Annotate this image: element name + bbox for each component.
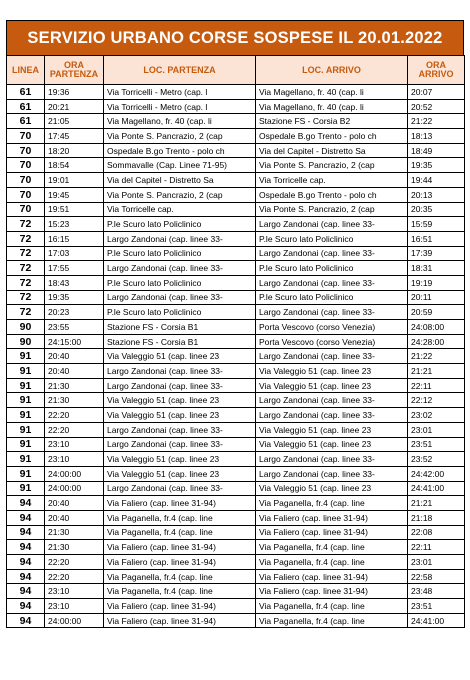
table-row	[7, 510, 465, 525]
table-row	[7, 437, 465, 452]
arrival-time-cell: 23:51	[408, 437, 465, 452]
arrival-time-cell: 20:59	[408, 305, 465, 320]
table-row	[7, 99, 465, 114]
arrival-time-cell: 22:11	[408, 378, 465, 393]
departure-time-cell: 24:00:00	[45, 481, 104, 496]
departure-location-cell: Via Valeggio 51 (cap. linee 23	[104, 349, 256, 364]
linea-cell: 91	[7, 378, 45, 393]
table-row	[7, 261, 465, 276]
arrival-location-cell: Porta Vescovo (corso Venezia)	[256, 320, 408, 335]
arrival-location-cell: Via Paganella, fr.4 (cap. line	[256, 496, 408, 511]
linea-cell: 72	[7, 261, 45, 276]
header-linea: LINEA	[7, 56, 45, 85]
departure-location-cell: P.le Scuro lato Policlinico	[104, 246, 256, 261]
linea-cell: 72	[7, 275, 45, 290]
departure-time-cell: 20:23	[45, 305, 104, 320]
linea-cell: 70	[7, 173, 45, 188]
arrival-time-cell: 20:13	[408, 187, 465, 202]
departure-location-cell: Via del Capitel - Distretto Sa	[104, 173, 256, 188]
arrival-time-cell: 23:51	[408, 599, 465, 614]
arrival-location-cell: Via Magellano, fr. 40 (cap. li	[256, 99, 408, 114]
departure-time-cell: 20:40	[45, 496, 104, 511]
departure-location-cell: Sommavalle (Cap. Linee 71-95)	[104, 158, 256, 173]
departure-location-cell: Stazione FS - Corsia B1	[104, 320, 256, 335]
table-row	[7, 496, 465, 511]
linea-cell: 94	[7, 510, 45, 525]
departure-time-cell: 21:30	[45, 540, 104, 555]
arrival-time-cell: 22:58	[408, 569, 465, 584]
departure-time-cell: 19:01	[45, 173, 104, 188]
table-row	[7, 452, 465, 467]
table-row	[7, 202, 465, 217]
linea-cell: 70	[7, 202, 45, 217]
table-row	[7, 231, 465, 246]
linea-cell: 90	[7, 334, 45, 349]
table-row	[7, 246, 465, 261]
table-row	[7, 540, 465, 555]
arrival-time-cell: 24:08:00	[408, 320, 465, 335]
departure-location-cell: P.le Scuro lato Policlinico	[104, 217, 256, 232]
linea-cell: 72	[7, 305, 45, 320]
departure-time-cell: 21:30	[45, 378, 104, 393]
arrival-location-cell: Via Faliero (cap. linee 31-94)	[256, 525, 408, 540]
linea-cell: 91	[7, 466, 45, 481]
departure-time-cell: 20:40	[45, 364, 104, 379]
departure-location-cell: Largo Zandonai (cap. linee 33-	[104, 422, 256, 437]
departure-location-cell: P.le Scuro lato Policlinico	[104, 305, 256, 320]
linea-cell: 94	[7, 613, 45, 628]
departure-location-cell: Via Valeggio 51 (cap. linee 23	[104, 452, 256, 467]
table-row	[7, 481, 465, 496]
departure-time-cell: 20:40	[45, 349, 104, 364]
arrival-time-cell: 18:13	[408, 129, 465, 144]
arrival-time-cell: 15:59	[408, 217, 465, 232]
linea-cell: 94	[7, 496, 45, 511]
linea-cell: 94	[7, 540, 45, 555]
departure-time-cell: 23:10	[45, 452, 104, 467]
linea-cell: 91	[7, 452, 45, 467]
table-row	[7, 584, 465, 599]
departure-location-cell: Largo Zandonai (cap. linee 33-	[104, 261, 256, 276]
departure-location-cell: Largo Zandonai (cap. linee 33-	[104, 364, 256, 379]
header-loc-partenza: LOC. PARTENZA	[104, 56, 256, 85]
arrival-location-cell: P.le Scuro lato Policlinico	[256, 261, 408, 276]
table-row	[7, 129, 465, 144]
linea-cell: 70	[7, 143, 45, 158]
departure-time-cell: 23:10	[45, 584, 104, 599]
table-row	[7, 217, 465, 232]
departure-time-cell: 20:21	[45, 99, 104, 114]
linea-cell: 91	[7, 422, 45, 437]
table-row	[7, 334, 465, 349]
arrival-location-cell: Largo Zandonai (cap. linee 33-	[256, 246, 408, 261]
departure-time-cell: 17:45	[45, 129, 104, 144]
departure-location-cell: Via Torricelle cap.	[104, 202, 256, 217]
linea-cell: 72	[7, 217, 45, 232]
linea-cell: 94	[7, 584, 45, 599]
table-row	[7, 364, 465, 379]
table-header-row	[7, 56, 465, 85]
arrival-time-cell: 23:01	[408, 422, 465, 437]
header-loc-arrivo: LOC. ARRIVO	[256, 56, 408, 85]
departure-location-cell: Largo Zandonai (cap. linee 33-	[104, 481, 256, 496]
departure-time-cell: 23:55	[45, 320, 104, 335]
table-row	[7, 408, 465, 423]
linea-cell: 70	[7, 158, 45, 173]
table-row	[7, 378, 465, 393]
departure-time-cell: 24:15:00	[45, 334, 104, 349]
arrival-location-cell: Largo Zandonai (cap. linee 33-	[256, 305, 408, 320]
arrival-time-cell: 18:49	[408, 143, 465, 158]
linea-cell: 91	[7, 437, 45, 452]
arrival-location-cell: Via Paganella, fr.4 (cap. line	[256, 540, 408, 555]
departure-location-cell: Largo Zandonai (cap. linee 33-	[104, 231, 256, 246]
arrival-location-cell: Via Ponte S. Pancrazio, 2 (cap	[256, 158, 408, 173]
linea-cell: 91	[7, 364, 45, 379]
table-row	[7, 187, 465, 202]
arrival-time-cell: 24:28:00	[408, 334, 465, 349]
arrival-time-cell: 17:39	[408, 246, 465, 261]
departure-time-cell: 18:54	[45, 158, 104, 173]
arrival-time-cell: 16:51	[408, 231, 465, 246]
arrival-location-cell: Via Paganella, fr.4 (cap. line	[256, 555, 408, 570]
arrival-location-cell: Via Valeggio 51 (cap. linee 23	[256, 378, 408, 393]
arrival-time-cell: 21:22	[408, 114, 465, 129]
arrival-location-cell: Via Valeggio 51 (cap. linee 23	[256, 481, 408, 496]
departure-location-cell: Via Valeggio 51 (cap. linee 23	[104, 408, 256, 423]
arrival-time-cell: 19:44	[408, 173, 465, 188]
departure-location-cell: Stazione FS - Corsia B1	[104, 334, 256, 349]
arrival-location-cell: Largo Zandonai (cap. linee 33-	[256, 349, 408, 364]
arrival-time-cell: 18:31	[408, 261, 465, 276]
departure-location-cell: Via Paganella, fr.4 (cap. line	[104, 569, 256, 584]
departure-time-cell: 24:00:00	[45, 466, 104, 481]
linea-cell: 72	[7, 231, 45, 246]
table-row	[7, 555, 465, 570]
departure-location-cell: P.le Scuro lato Policlinico	[104, 275, 256, 290]
departure-location-cell: Via Valeggio 51 (cap. linee 23	[104, 393, 256, 408]
linea-cell: 94	[7, 555, 45, 570]
departure-location-cell: Via Ponte S. Pancrazio, 2 (cap	[104, 129, 256, 144]
table-row	[7, 466, 465, 481]
arrival-location-cell: Largo Zandonai (cap. linee 33-	[256, 275, 408, 290]
arrival-location-cell: Via del Capitel - Distretto Sa	[256, 143, 408, 158]
arrival-time-cell: 23:48	[408, 584, 465, 599]
arrival-location-cell: Largo Zandonai (cap. linee 33-	[256, 408, 408, 423]
arrival-location-cell: Via Faliero (cap. linee 31-94)	[256, 584, 408, 599]
departure-time-cell: 17:55	[45, 261, 104, 276]
table-row	[7, 599, 465, 614]
departure-location-cell: Via Paganella, fr.4 (cap. line	[104, 510, 256, 525]
arrival-time-cell: 24:42:00	[408, 466, 465, 481]
departure-time-cell: 22:20	[45, 569, 104, 584]
arrival-location-cell: Via Faliero (cap. linee 31-94)	[256, 569, 408, 584]
departure-time-cell: 18:20	[45, 143, 104, 158]
arrival-location-cell: Via Valeggio 51 (cap. linee 23	[256, 437, 408, 452]
schedule-sheet	[6, 20, 464, 628]
arrival-location-cell: Stazione FS - Corsia B2	[256, 114, 408, 129]
arrival-time-cell: 19:35	[408, 158, 465, 173]
linea-cell: 70	[7, 187, 45, 202]
table-row	[7, 275, 465, 290]
linea-cell: 70	[7, 129, 45, 144]
departure-time-cell: 23:10	[45, 599, 104, 614]
arrival-time-cell: 21:21	[408, 496, 465, 511]
table-row	[7, 525, 465, 540]
table-row	[7, 158, 465, 173]
departure-time-cell: 19:36	[45, 85, 104, 100]
arrival-time-cell: 23:02	[408, 408, 465, 423]
linea-cell: 94	[7, 525, 45, 540]
arrival-time-cell: 24:41:00	[408, 613, 465, 628]
linea-cell: 91	[7, 349, 45, 364]
departure-time-cell: 19:45	[45, 187, 104, 202]
arrival-time-cell: 21:22	[408, 349, 465, 364]
table-row	[7, 114, 465, 129]
arrival-location-cell: Largo Zandonai (cap. linee 33-	[256, 452, 408, 467]
departure-location-cell: Largo Zandonai (cap. linee 33-	[104, 378, 256, 393]
departure-location-cell: Via Torricelli - Metro (cap. l	[104, 85, 256, 100]
departure-location-cell: Via Ponte S. Pancrazio, 2 (cap	[104, 187, 256, 202]
arrival-time-cell: 22:12	[408, 393, 465, 408]
table-row	[7, 85, 465, 100]
header-ora-partenza: ORA PARTENZA	[45, 56, 104, 85]
departure-location-cell: Via Torricelli - Metro (cap. l	[104, 99, 256, 114]
linea-cell: 61	[7, 85, 45, 100]
departure-time-cell: 24:00:00	[45, 613, 104, 628]
departure-time-cell: 23:10	[45, 437, 104, 452]
table-row	[7, 305, 465, 320]
departure-location-cell: Via Faliero (cap. linee 31-94)	[104, 540, 256, 555]
departure-location-cell: Via Valeggio 51 (cap. linee 23	[104, 466, 256, 481]
departure-time-cell: 19:35	[45, 290, 104, 305]
linea-cell: 94	[7, 569, 45, 584]
departure-time-cell: 22:20	[45, 408, 104, 423]
departure-time-cell: 21:30	[45, 525, 104, 540]
table-row	[7, 613, 465, 628]
arrival-time-cell: 22:11	[408, 540, 465, 555]
departure-time-cell: 16:15	[45, 231, 104, 246]
linea-cell: 94	[7, 599, 45, 614]
departure-time-cell: 18:43	[45, 275, 104, 290]
table-row	[7, 320, 465, 335]
departure-location-cell: Ospedale B.go Trento - polo ch	[104, 143, 256, 158]
table-row	[7, 143, 465, 158]
departure-location-cell: Via Paganella, fr.4 (cap. line	[104, 525, 256, 540]
arrival-location-cell: Ospedale B.go Trento - polo ch	[256, 187, 408, 202]
linea-cell: 91	[7, 481, 45, 496]
arrival-location-cell: Largo Zandonai (cap. linee 33-	[256, 466, 408, 481]
arrival-time-cell: 20:11	[408, 290, 465, 305]
departure-location-cell: Via Faliero (cap. linee 31-94)	[104, 613, 256, 628]
departure-location-cell: Via Faliero (cap. linee 31-94)	[104, 599, 256, 614]
arrival-location-cell: Via Torricelle cap.	[256, 173, 408, 188]
departure-time-cell: 21:05	[45, 114, 104, 129]
arrival-time-cell: 20:52	[408, 99, 465, 114]
departure-location-cell: Via Magellano, fr. 40 (cap. li	[104, 114, 256, 129]
arrival-location-cell: Largo Zandonai (cap. linee 33-	[256, 393, 408, 408]
arrival-location-cell: Via Faliero (cap. linee 31-94)	[256, 510, 408, 525]
departure-time-cell: 22:20	[45, 422, 104, 437]
arrival-location-cell: P.le Scuro lato Policlinico	[256, 231, 408, 246]
arrival-location-cell: Porta Vescovo (corso Venezia)	[256, 334, 408, 349]
arrival-time-cell: 20:07	[408, 85, 465, 100]
arrival-time-cell: 22:08	[408, 525, 465, 540]
departure-time-cell: 19:51	[45, 202, 104, 217]
departure-time-cell: 15:23	[45, 217, 104, 232]
arrival-time-cell: 21:18	[408, 510, 465, 525]
departure-time-cell: 22:20	[45, 555, 104, 570]
suspended-runs-table	[6, 55, 465, 628]
linea-cell: 72	[7, 246, 45, 261]
arrival-location-cell: Largo Zandonai (cap. linee 33-	[256, 217, 408, 232]
arrival-location-cell: P.le Scuro lato Policlinico	[256, 290, 408, 305]
arrival-time-cell: 23:01	[408, 555, 465, 570]
header-ora-arrivo: ORA ARRIVO	[408, 56, 465, 85]
departure-location-cell: Via Faliero (cap. linee 31-94)	[104, 496, 256, 511]
linea-cell: 72	[7, 290, 45, 305]
arrival-location-cell: Via Valeggio 51 (cap. linee 23	[256, 422, 408, 437]
departure-time-cell: 21:30	[45, 393, 104, 408]
table-row	[7, 569, 465, 584]
linea-cell: 61	[7, 114, 45, 129]
arrival-time-cell: 19:19	[408, 275, 465, 290]
arrival-location-cell: Via Paganella, fr.4 (cap. line	[256, 599, 408, 614]
arrival-time-cell: 24:41:00	[408, 481, 465, 496]
table-row	[7, 290, 465, 305]
arrival-location-cell: Via Valeggio 51 (cap. linee 23	[256, 364, 408, 379]
departure-time-cell: 17:03	[45, 246, 104, 261]
page-title: SERVIZIO URBANO CORSE SOSPESE IL 20.01.2022	[6, 20, 464, 55]
arrival-location-cell: Via Ponte S. Pancrazio, 2 (cap	[256, 202, 408, 217]
linea-cell: 90	[7, 320, 45, 335]
table-row	[7, 422, 465, 437]
departure-location-cell: Largo Zandonai (cap. linee 33-	[104, 290, 256, 305]
arrival-time-cell: 23:52	[408, 452, 465, 467]
arrival-time-cell: 20:35	[408, 202, 465, 217]
arrival-location-cell: Via Magellano, fr. 40 (cap. li	[256, 85, 408, 100]
table-row	[7, 173, 465, 188]
departure-time-cell: 20:40	[45, 510, 104, 525]
departure-location-cell: Largo Zandonai (cap. linee 33-	[104, 437, 256, 452]
linea-cell: 61	[7, 99, 45, 114]
departure-location-cell: Via Faliero (cap. linee 31-94)	[104, 555, 256, 570]
arrival-location-cell: Ospedale B.go Trento - polo ch	[256, 129, 408, 144]
linea-cell: 91	[7, 393, 45, 408]
linea-cell: 91	[7, 408, 45, 423]
arrival-location-cell: Via Paganella, fr.4 (cap. line	[256, 613, 408, 628]
arrival-time-cell: 21:21	[408, 364, 465, 379]
table-row	[7, 349, 465, 364]
departure-location-cell: Via Paganella, fr.4 (cap. line	[104, 584, 256, 599]
table-row	[7, 393, 465, 408]
